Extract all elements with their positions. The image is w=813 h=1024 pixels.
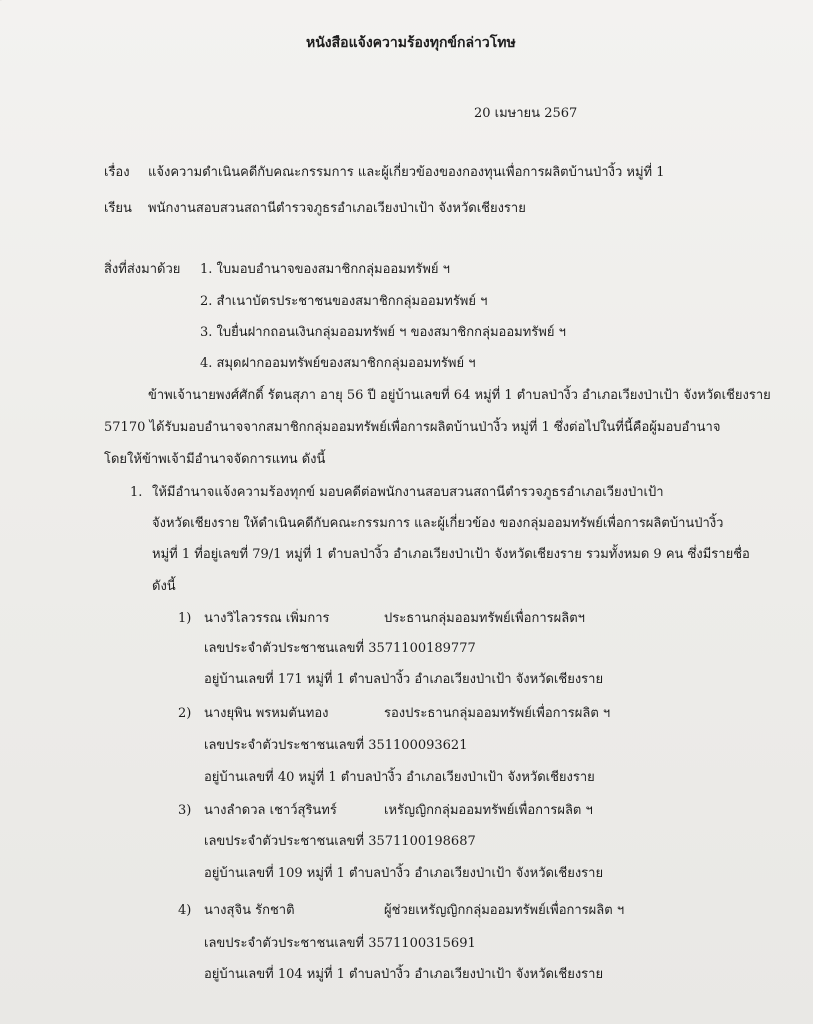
person-address: อยู่บ้านเลขที่ 40 หมู่ที่ 1 ตำบลป่างิ้ว อำเภอเวียงป่าเป้า จังหวัดเชียงราย <box>204 770 595 785</box>
attachment-item: 1. ใบมอบอำนาจของสมาชิกกลุ่มออมทรัพย์ ฯ <box>200 262 450 277</box>
person-number: 4) <box>178 903 192 918</box>
document-title: หนังสือแจ้งความร้องทุกข์กล่าวโทษ <box>306 35 516 51</box>
intro-paragraph-line: 57170 ได้รับมอบอำนาจจากสมาชิกกลุ่มออมทรัพย์เพื่อการผลิตบ้านป่างิ้ว หมู่ที่ 1 ซึ่งต่อไปในที่นี้คือผู้มอบอำนาจ <box>104 420 721 435</box>
clause-number: 1. <box>130 485 143 500</box>
recipient-label: เรียน <box>104 201 132 216</box>
person-role: รองประธานกลุ่มออมทรัพย์เพื่อการผลิต ฯ <box>384 706 611 721</box>
person-address: อยู่บ้านเลขที่ 109 หมู่ที่ 1 ตำบลป่างิ้ว อำเภอเวียงป่าเป้า จังหวัดเชียงราย <box>204 866 604 881</box>
clause-line: ดังนี้ <box>152 579 176 594</box>
recipient-text: พนักงานสอบสวนสถานีตำรวจภูธรอำเภอเวียงป่าเป้า จังหวัดเชียงราย <box>148 201 526 216</box>
subject-label: เรื่อง <box>104 165 130 180</box>
person-id: เลขประจำตัวประชาชนเลขที่ 351100093621 <box>204 738 468 753</box>
person-role: เหรัญญิกกลุ่มออมทรัพย์เพื่อการผลิต ฯ <box>384 803 593 818</box>
intro-paragraph-line: ข้าพเจ้านายพงศ์ศักดิ์ รัตนสุภา อายุ 56 ปี อยู่บ้านเลขที่ 64 หมู่ที่ 1 ตำบลป่างิ้ว อำเภอเวียงป่าเป้า จังหวัดเชียงราย <box>148 388 771 403</box>
person-role: ผู้ช่วยเหรัญญิกกลุ่มออมทรัพย์เพื่อการผลิต ฯ <box>384 903 625 918</box>
person-id: เลขประจำตัวประชาชนเลขที่ 3571100198687 <box>204 834 476 849</box>
clause-line: จังหวัดเชียงราย ให้ดำเนินคดีกับคณะกรรมการ และผู้เกี่ยวข้อง ของกลุ่มออมทรัพย์เพื่อการผลิตบ้านป่างิ้ว <box>152 516 724 531</box>
person-number: 3) <box>178 803 192 818</box>
person-id: เลขประจำตัวประชาชนเลขที่ 3571100315691 <box>204 936 476 951</box>
intro-paragraph-line: โดยให้ข้าพเจ้ามีอำนาจจัดการแทน ดังนี้ <box>104 452 326 467</box>
clause-line: หมู่ที่ 1 ที่อยู่เลขที่ 79/1 หมู่ที่ 1 ตำบลป่างิ้ว อำเภอเวียงป่าเป้า จังหวัดเชียงราย รวมทั้งหมด 9 คน ซึ่งมีรายชื่อ <box>152 547 750 562</box>
attachment-item: 2. สำเนาบัตรประชาชนของสมาชิกกลุ่มออมทรัพย์ ฯ <box>200 294 488 309</box>
person-address: อยู่บ้านเลขที่ 171 หมู่ที่ 1 ตำบลป่างิ้ว อำเภอเวียงป่าเป้า จังหวัดเชียงราย <box>204 672 604 687</box>
person-role: ประธานกลุ่มออมทรัพย์เพื่อการผลิตฯ <box>384 611 585 626</box>
person-number: 2) <box>178 706 192 721</box>
attachment-item: 3. ใบยื่นฝากถอนเงินกลุ่มออมทรัพย์ ฯ ของสมาชิกกลุ่มออมทรัพย์ ฯ <box>200 325 566 340</box>
subject-text: แจ้งความดำเนินคดีกับคณะกรรมการ และผู้เกี่ยวข้องของกองทุนเพื่อการผลิตบ้านป่างิ้ว หมู่ที่ 1 <box>148 165 665 180</box>
person-name: นางวิไลวรรณ เพิ่มการ <box>204 611 330 626</box>
person-name: นางลำดวล เชาว์สุรินทร์ <box>204 803 337 818</box>
paper-fold <box>0 0 153 72</box>
clause-line: ให้มีอำนาจแจ้งความร้องทุกข์ มอบคดีต่อพนักงานสอบสวนสถานีตำรวจภูธรอำเภอเวียงป่าเป้า <box>152 485 664 500</box>
person-address: อยู่บ้านเลขที่ 104 หมู่ที่ 1 ตำบลป่างิ้ว อำเภอเวียงป่าเป้า จังหวัดเชียงราย <box>204 967 604 982</box>
person-id: เลขประจำตัวประชาชนเลขที่ 3571100189777 <box>204 641 476 656</box>
person-name: นางสุจิน รักชาติ <box>204 903 295 918</box>
attachments-label: สิ่งที่ส่งมาด้วย <box>104 262 181 277</box>
person-name: นางยุพิน พรหมตันทอง <box>204 706 329 721</box>
document-date: 20 เมษายน 2567 <box>474 106 578 121</box>
person-number: 1) <box>178 611 192 626</box>
attachment-item: 4. สมุดฝากออมทรัพย์ของสมาชิกกลุ่มออมทรัพย์ ฯ <box>200 356 476 371</box>
